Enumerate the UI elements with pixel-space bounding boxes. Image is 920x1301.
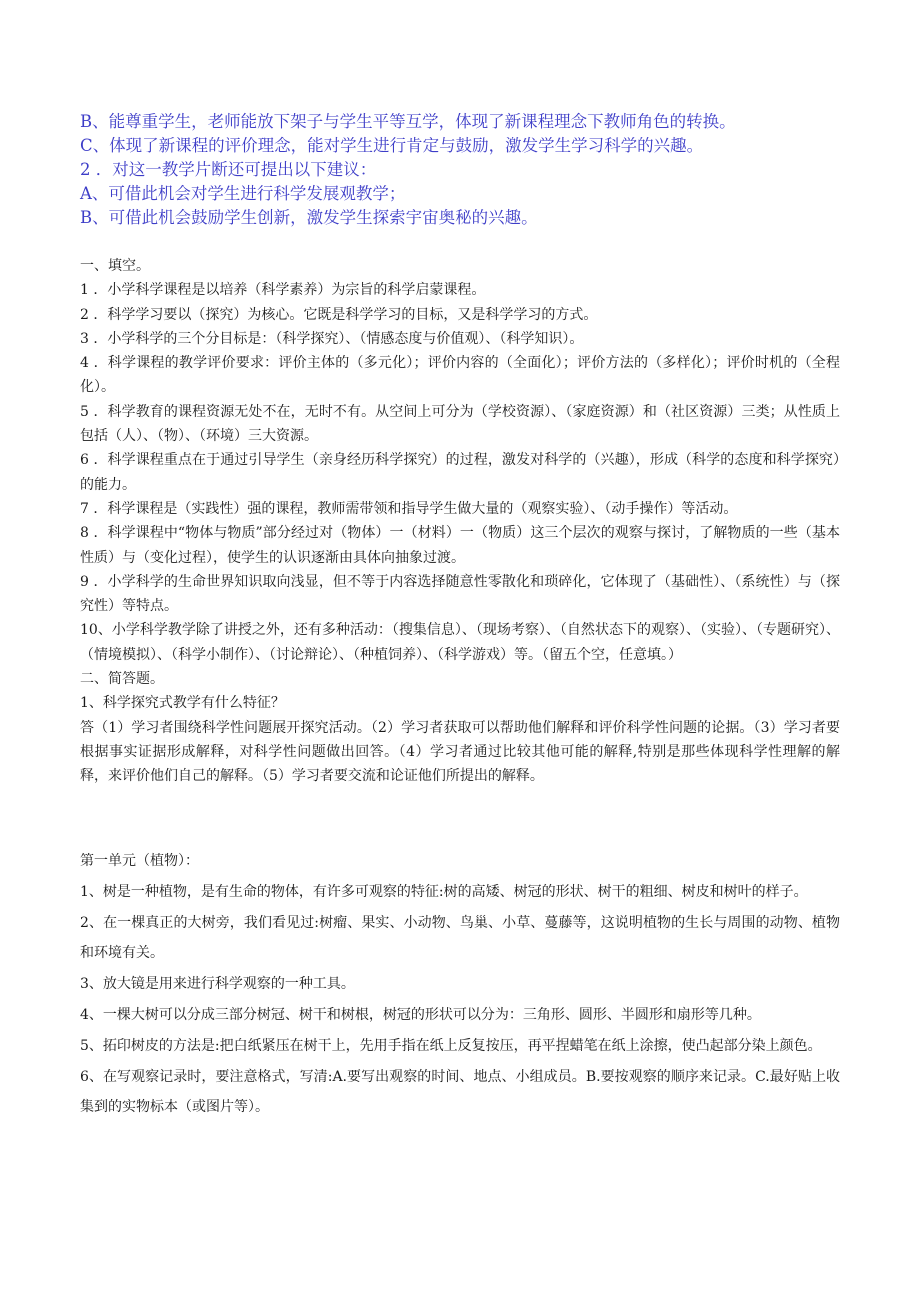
fill-blank-item: 5 ．科学教育的课程资源无处不在，无时不有。从空间上可分为（学校资源）、（家庭资源）和（社区资源）三类；从性质上包括（人）、（物）、（环境）三大资源。 [80,403,840,445]
unit1-item: 4、一棵大树可以分成三部分树冠、树干和树根，树冠的形状可以分为：三角形、圆形、半圆形和扇形等几种。 [80,1006,761,1023]
review-line-b2: B、可借此机会鼓励学生创新，激发学生探索宇宙奥秘的兴趣。 [80,208,538,227]
unit1-heading: 第一单元（植物）： [80,853,199,869]
review-line-2: 2 ．对这一教学片断还可提出以下建议： [80,160,377,179]
fill-blank-item: 10、小学科学教学除了讲授之外，还有多种活动：（搜集信息）、（现场考察）、（自然状态下的观察）、（实验）、（专题研究）、（情境模拟）、（科学小制作）、（讨论辩论）、（种植饲养）、（科学游戏）等。（留五个空，任意填。） [80,622,840,663]
unit1-item: 1、树是一种植物，是有生命的物体，有许多可观察的特征:树的高矮、树冠的形状、树干的粗细、树皮和树叶的样子。 [80,883,808,900]
fill-blank-item: 7 ．科学课程是（实践性）强的课程，教师需带领和指导学生做大量的（观察实验）、（动手操作）等活动。 [80,500,738,517]
quiz-section [80,254,840,789]
short-answer-heading: 二、简答题。 [80,671,164,688]
review-line-b: B、能尊重学生，老师能放下架子与学生平等互学，体现了新课程理念下教师角色的转换。 [80,112,736,131]
review-line-c: C、体现了新课程的评价理念，能对学生进行肯定与鼓励，激发学生学习科学的兴趣。 [80,136,704,155]
fill-blank-item: 8 ．科学课程中“物体与物质”部分经过对（物体）一（材料）一（物质）这三个层次的观察与探讨，了解物质的一些（基本性质）与（变化过程），使学生的认识逐渐由具体向抽象过渡。 [80,525,840,566]
unit1-item: 2、在一棵真正的大树旁，我们看见过:树瘤、果实、小动物、鸟巢、小草、蔓藤等，这说明植物的生长与周围的动物、植物和环境有关。 [80,914,840,962]
fill-blank-item: 6 ．科学课程重点在于通过引导学生（亲身经历科学探究）的过程，激发对科学的（兴趣），形成（科学的态度和科学探究）的能力。 [80,452,840,493]
short-answer-text: 答（1）学习者围绕科学性问题展开探究活动。（2）学习者获取可以帮助他们解释和评价科学性问题的论据。（3）学习者要根据事实证据形成解释，对科学性问题做出回答。（4）学习者通过比较其他可能的解释,特别是那些体现科学性理解的解释，来评价他们自己的解释。（5）学习者要交流和论证他们所提出的解释。 [80,719,840,785]
fill-blank-item: 3 ．小学科学的三个分目标是：（科学探究）、（情感态度与价值观）、（科学知识）。 [80,330,584,347]
unit1-item: 3、放大镜是用来进行科学观察的一种工具。 [80,976,355,993]
unit1-item: 6、在写观察记录时，要注意格式，写清:A.要写出观察的时间、地点、小组成员。B.要按观察的顺序来记录。C.最好贴上收集到的实物标本（或图片等）。 [80,1068,840,1116]
unit1-item: 5、拓印树皮的方法是:把白纸紧压在树干上，先用手指在纸上反复按压，再平捏蜡笔在纸上涂擦，使凸起部分染上颜色。 [80,1037,822,1054]
fill-blank-item: 2 ．科学学习要以（探究）为核心。它既是科学学习的目标，又是科学学习的方式。 [80,306,598,323]
unit1-section [80,846,840,1123]
fill-blank-item: 4 ．科学课程的教学评价要求：评价主体的（多元化）；评价内容的（全面化）；评价方法的（多样化）；评价时机的（全程化）。 [80,355,840,396]
review-line-a: A、可借此机会对学生进行科学发展观教学； [80,184,406,203]
fill-blank-item: 1 ．小学科学课程是以培养（科学素养）为宗旨的科学启蒙课程。 [80,282,486,299]
fill-blank-item: 9 ．小学科学的生命世界知识取向浅显，但不等于内容选择随意性零散化和琐碎化，它体现了（基础性）、（系统性）与（探究性）等特点。 [80,573,840,615]
short-answer-question: 1、科学探究式教学有什么特征？ [80,695,285,712]
fill-blank-heading: 一、填空。 [80,258,150,274]
